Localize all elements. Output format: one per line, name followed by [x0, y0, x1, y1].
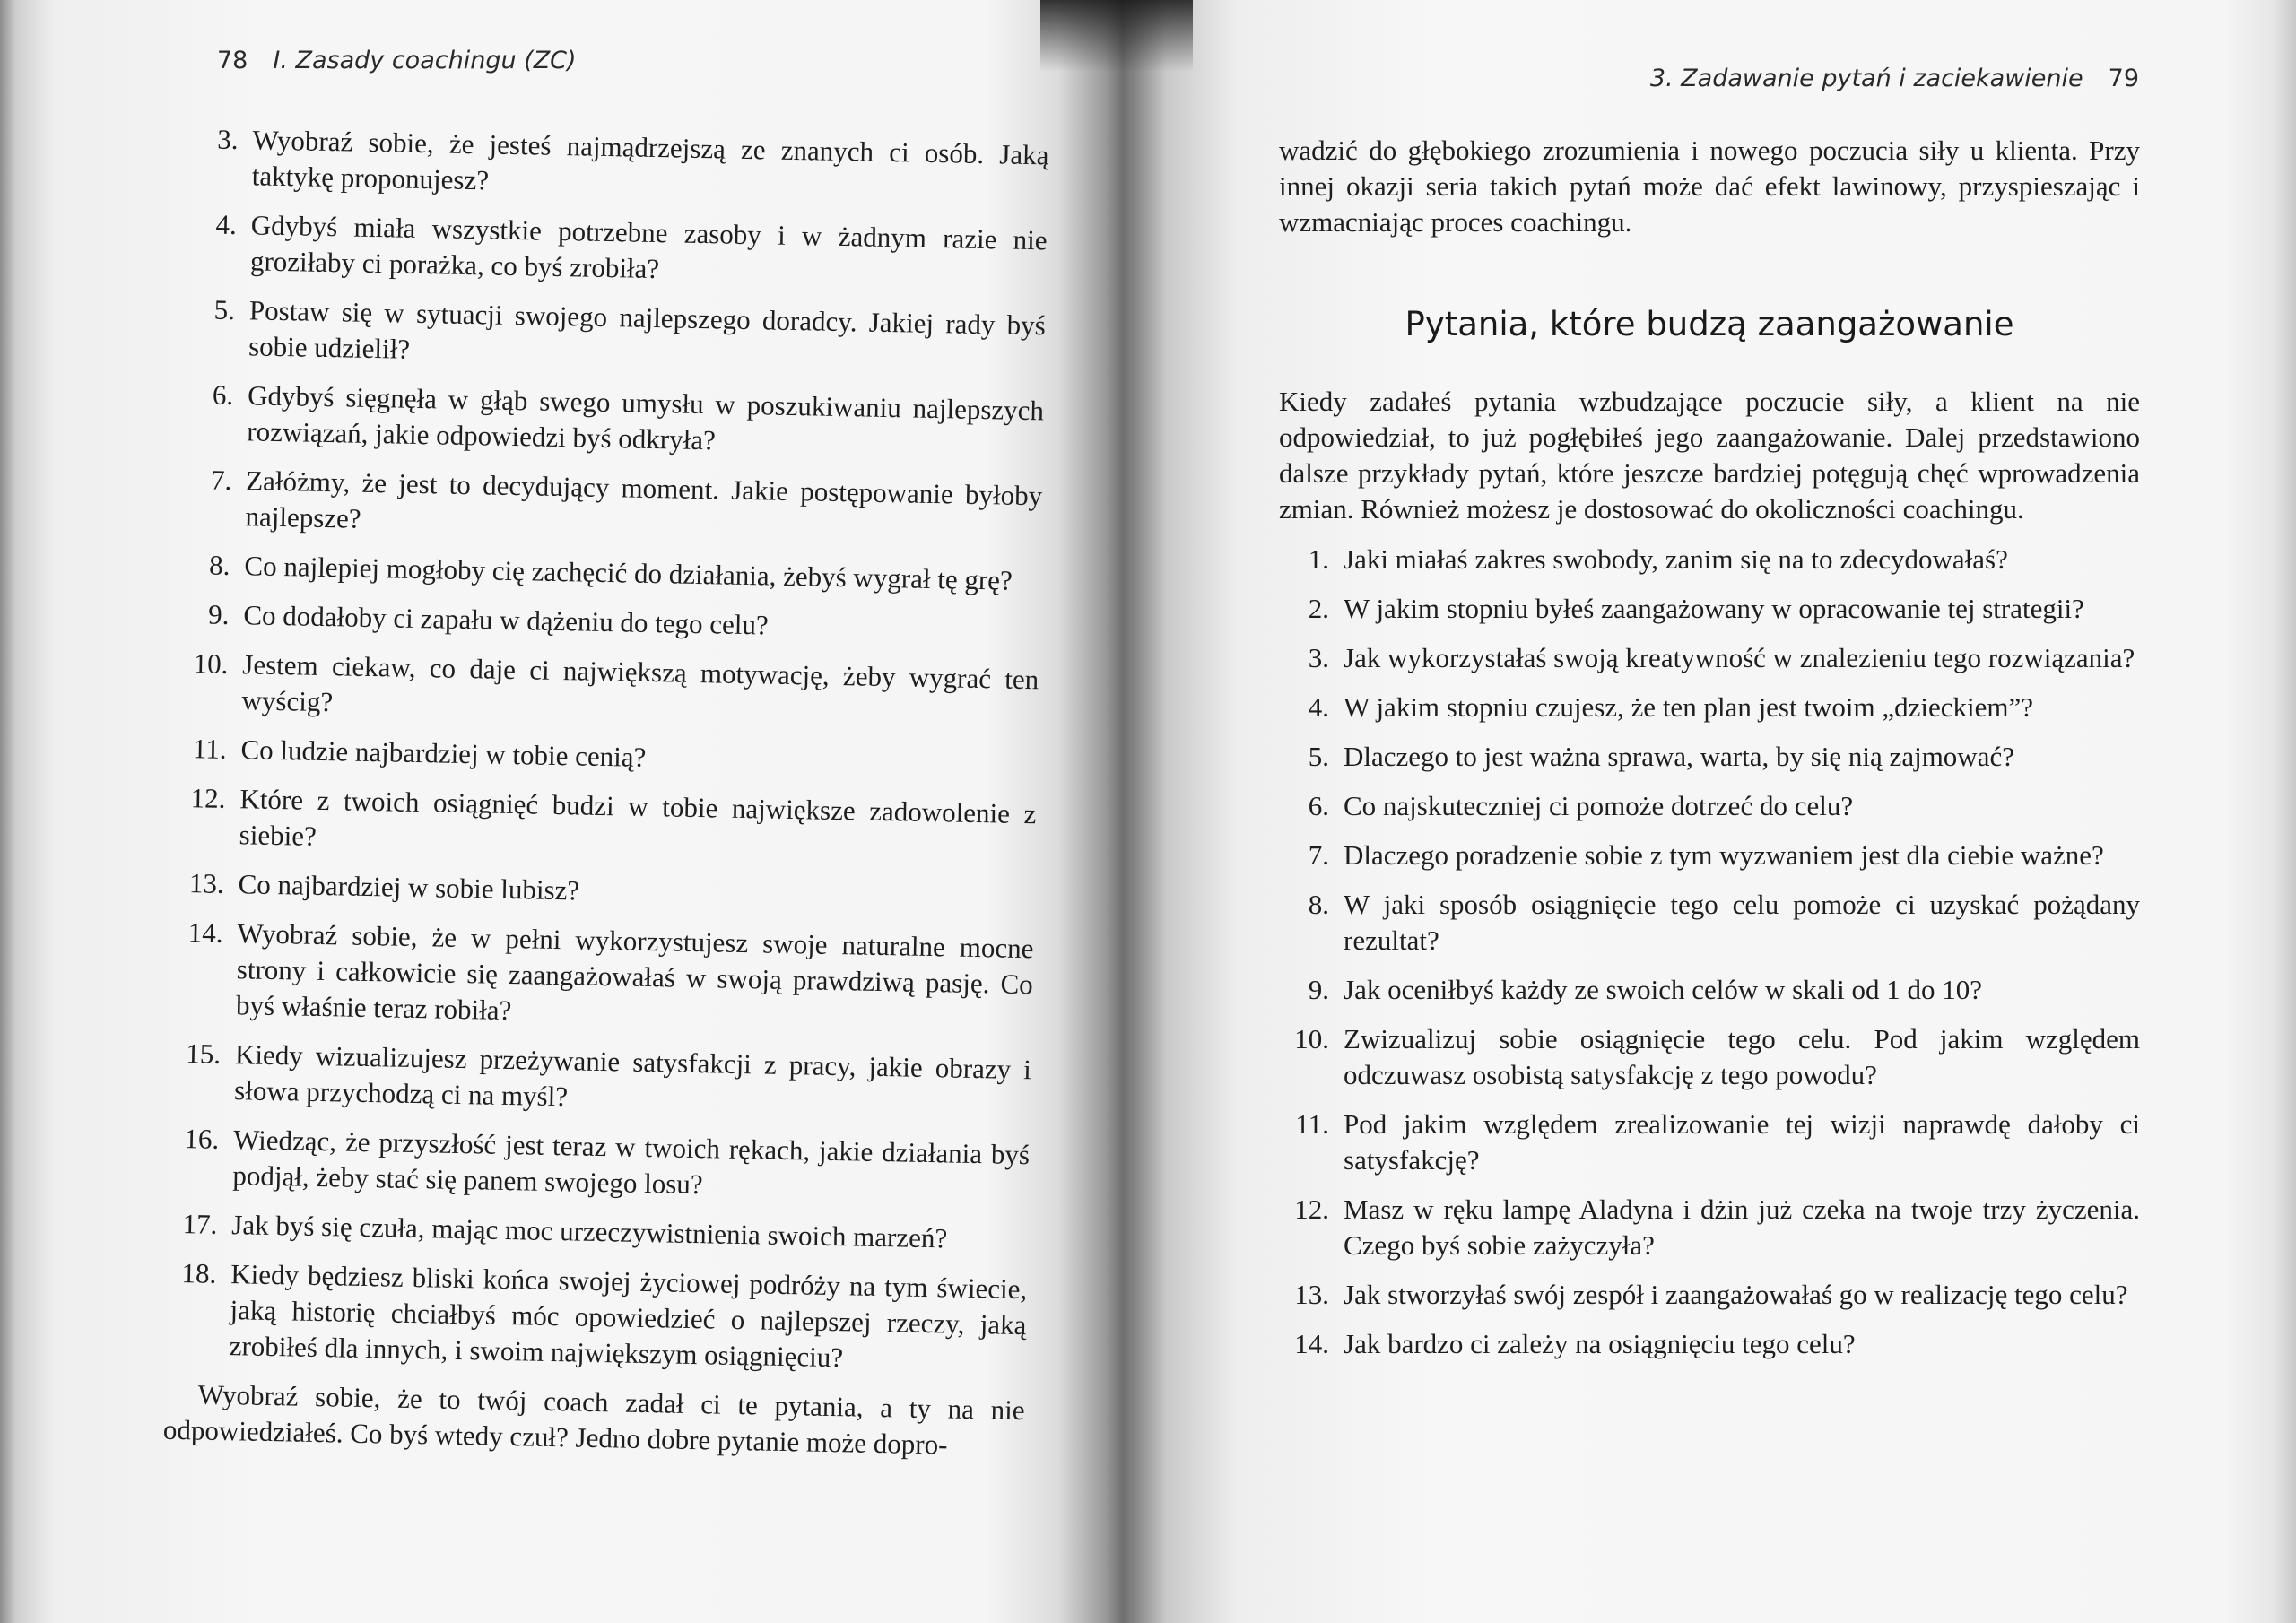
continuation-paragraph: wadzić do głębokiego zrozumienia i nowego poczucia siły u klienta. Przy innej okazji seria takich pytań może dać efekt lawinowy, przyspieszając i wzmacniając proces coachingu. — [1279, 135, 2140, 238]
section-heading: Pytania, które budzą zaangażowanie — [1405, 305, 2014, 343]
list-item — [1279, 887, 2140, 959]
list-item — [174, 780, 1036, 868]
item-text: Masz w ręku lampę Aladyna i dżin już czeka na twoje trzy życzenia. Czego byś sobie zażyczyła? — [1344, 1193, 2140, 1261]
list-item — [168, 1121, 1030, 1209]
item-text: Jestem ciekaw, co daje ci największą motywację, żeby wygrać ten wyścig? — [241, 648, 1039, 718]
item-text: Jak wykorzystałaś swoją kreatywność w znalezieniu tego rozwiązania? — [1344, 642, 2135, 673]
list-item — [1279, 972, 2140, 1008]
item-number: 6. — [1308, 790, 1329, 821]
item-text: W jakim stopniu byłeś zaangażowany w opracowanie tej strategii? — [1344, 593, 2084, 624]
item-text: Pod jakim względem zrealizowanie tej wizji naprawdę dałoby ci satysfakcję? — [1344, 1108, 2140, 1176]
item-text: W jakim stopniu czujesz, że ten plan jest twoim „dzieckiem”? — [1344, 691, 2033, 723]
list-item — [176, 731, 1038, 783]
item-number: 7. — [210, 464, 232, 496]
list-item — [1279, 591, 2140, 627]
list-item — [179, 547, 1041, 599]
item-text: Wyobraź sobie, że jesteś najmądrzejszą ze znanych ci osób. Jaką taktykę proponujesz? — [251, 124, 1049, 196]
item-text: W jaki sposób osiągnięcie tego celu pomoże ci uzyskać pożądany rezultat? — [1344, 889, 2140, 956]
item-text: Kiedy wizualizujesz przeżywanie satysfakcji z pracy, jakie obrazy i słowa przychodzą ci na myśl? — [233, 1038, 1032, 1113]
list-item — [173, 865, 1035, 917]
list-item — [177, 646, 1039, 733]
item-text: Jak byś się czuła, mając moc urzeczywistnienia swoich marzeń? — [231, 1209, 948, 1254]
item-number: 14. — [1294, 1328, 1329, 1359]
item-text: Kiedy będziesz bliski końca swojej życiowej podróży na tym świecie, jaką historię chciałbyś móc opowiedzieć o najlepszej rzeczy, jaką zrobiłeś dla innych, i swoim największym osiągnięciu? — [229, 1258, 1028, 1374]
item-text: Co najskuteczniej ci pomoże dotrzeć do celu? — [1344, 790, 1854, 821]
item-number: 5. — [213, 293, 236, 326]
list-item — [1279, 640, 2140, 676]
list-item — [1279, 1107, 2140, 1178]
item-number: 17. — [182, 1208, 218, 1240]
item-text: Postaw się w sytuacji swojego najlepszego doradcy. Jakiej rady byś sobie udzielił? — [248, 294, 1047, 365]
item-number: 18. — [181, 1257, 217, 1289]
item-number: 1. — [1308, 543, 1329, 575]
list-item — [1279, 838, 2140, 873]
list-item — [1279, 739, 2140, 775]
item-text: Jak oceniłbyś każdy ze swoich celów w skali od 1 do 10? — [1344, 974, 1982, 1005]
left-running-title: I. Zasady coachingu (ZC) — [273, 47, 577, 74]
item-text: Gdybyś sięgnęła w głąb swego umysłu w poszukiwaniu najlepszych rozwiązań, jakie odpowiedzi byś odkryła? — [247, 379, 1045, 456]
item-text: Zwizualizuj sobie osiągnięcie tego celu. Pod jakim względem odczuwasz osobistą satysfakcję z tego powodu? — [1344, 1023, 2140, 1090]
item-number: 7. — [1308, 839, 1329, 871]
item-text: Załóżmy, że jest to decydujący moment. Jakie postępowanie byłoby najlepsze? — [245, 464, 1043, 534]
item-number: 13. — [188, 867, 225, 899]
left-page — [0, 0, 1112, 1623]
left-running-head — [217, 47, 602, 74]
item-text: Co ludzie najbardziej w tobie cenią? — [240, 733, 647, 773]
item-number: 10. — [193, 647, 229, 680]
list-item — [182, 377, 1044, 464]
item-text: Co najlepiej mogłoby cię zachęcić do działania, żebyś wygrał tę grę? — [244, 550, 1013, 596]
item-text: Wyobraź sobie, że w pełni wykorzystujesz swoje naturalne mocne strony i całkowicie się zaangażowałaś w swoją prawdziwą pasję. Co byś właśnie teraz robiła? — [235, 917, 1034, 1027]
list-item — [187, 121, 1048, 209]
right-page-number: 79 — [2108, 65, 2139, 92]
item-text: Gdybyś miała wszystkie potrzebne zasoby i w żadnym razie nie groziłaby ci porażka, co byś zrobiła? — [249, 209, 1048, 285]
item-number: 16. — [184, 1123, 220, 1155]
left-closing-paragraph: Wyobraź sobie, że to twój coach zadał ci te pytania, a ty na nie odpowiedziałeś. Co byś wtedy czuł? Jedno dobre pytanie może dopro- — [162, 1378, 1025, 1461]
item-number: 8. — [208, 549, 230, 581]
list-item — [171, 915, 1034, 1038]
item-number: 11. — [1295, 1108, 1329, 1140]
item-number: 10. — [1294, 1023, 1329, 1055]
item-number: 15. — [185, 1037, 222, 1070]
item-number: 4. — [215, 208, 238, 241]
list-item — [1279, 1277, 2140, 1313]
left-page-number: 78 — [217, 47, 248, 74]
right-question-list — [1279, 542, 2140, 1362]
item-number: 6. — [212, 378, 234, 412]
item-text: Co najbardziej w sobie lubisz? — [238, 868, 580, 907]
list-item — [1279, 542, 2140, 577]
item-number: 12. — [1294, 1193, 1329, 1225]
list-item — [180, 462, 1042, 550]
list-item — [1279, 690, 2140, 725]
list-item — [1279, 1021, 2140, 1093]
list-item — [186, 206, 1048, 294]
right-running-title: 3. Zadawanie pytań i zaciekawienie — [1649, 65, 2083, 92]
left-question-list — [164, 121, 1048, 1379]
list-item — [178, 596, 1040, 648]
list-item — [167, 1206, 1029, 1258]
item-number: 4. — [1308, 691, 1329, 723]
list-item — [184, 291, 1046, 379]
list-item — [170, 1036, 1031, 1124]
list-item — [1279, 1192, 2140, 1263]
right-running-head — [1625, 65, 2139, 92]
list-item — [1279, 788, 2140, 824]
item-number: 13. — [1294, 1279, 1329, 1310]
right-body-text — [1279, 133, 2140, 1376]
item-number: 3. — [1308, 642, 1329, 673]
right-page — [1139, 0, 2296, 1623]
item-text: Dlaczego poradzenie sobie z tym wyzwaniem jest dla ciebie ważne? — [1344, 839, 2104, 871]
item-text: Dlaczego to jest ważna sprawa, warta, by się nią zajmować? — [1344, 741, 2014, 772]
item-number: 12. — [190, 782, 226, 814]
item-text: Wiedząc, że przyszłość jest teraz w twoich rękach, jakie działania byś podjął, żeby stać się panem swojego losu? — [232, 1124, 1031, 1201]
item-number: 8. — [1308, 889, 1329, 920]
item-number: 2. — [1308, 593, 1329, 624]
item-number: 3. — [217, 123, 239, 156]
item-number: 5. — [1308, 741, 1329, 772]
item-text: Które z twoich osiągnięć budzi w tobie największe zadowolenie z siebie? — [239, 783, 1037, 852]
item-text: Jak stworzyłaś swój zespół i zaangażowałaś go w realizację tego celu? — [1344, 1279, 2128, 1310]
list-item — [1279, 1326, 2140, 1362]
item-text: Co dodałoby ci zapału w dążeniu do tego celu? — [243, 599, 770, 641]
item-text: Jaki miałaś zakres swobody, zanim się na to zdecydowałaś? — [1344, 543, 2008, 575]
item-number: 9. — [1308, 974, 1329, 1005]
list-item — [164, 1255, 1027, 1379]
left-body-text — [163, 121, 1049, 1464]
item-number: 9. — [207, 598, 230, 630]
item-text: Jak bardzo ci zależy na osiągnięciu tego celu? — [1344, 1328, 1856, 1359]
item-number: 14. — [187, 916, 223, 949]
item-number: 11. — [192, 733, 227, 765]
intro-paragraph: Kiedy zadałeś pytania wzbudzające poczucie siły, a klient na nie odpowiedział, to już pogłębiłeś jego zaangażowanie. Dalej przedstawiono dalsze przykłady pytań, które jeszcze bardziej potęgują chęć wprowadzenia zmian. Również możesz je dostosować do okoliczności coachingu. — [1279, 386, 2140, 525]
